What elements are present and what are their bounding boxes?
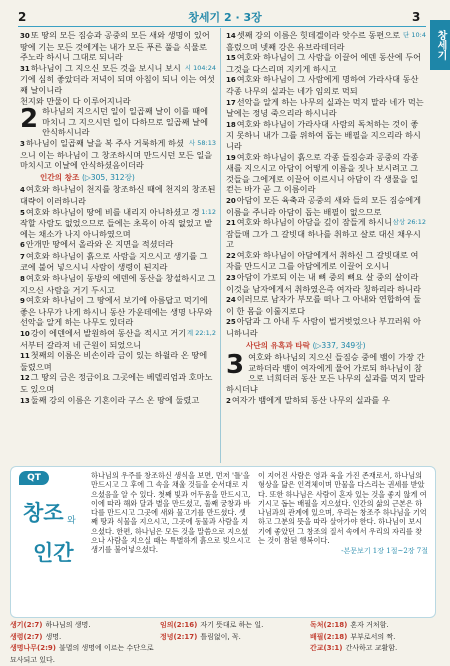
right-page-number: 3: [412, 10, 421, 24]
qt-body-right-text: 이 지어진 사람은 영과 육을 가진 존재로서, 하나님의 형상을 닮은 인격체이며 만물을 다스리는 권세를 받았다. 또한 하나님은 사람이 혼자 있는 것을 좋지 않게 여기시고 돕는 배필을 지으셨다. 인간의 삶의 근본은 하나님과의 관계에 있으며, 우리는 창조주 하나님을 기억하고 그분의 뜻을 따라 살아가야 한다. 하나님이 보시기에 좋았던 그 창조의 질서 속에서 우리의 자리를 찾는 것이 참된 행복이다.: [258, 471, 427, 546]
book-index-tab[interactable]: 창세기: [430, 20, 450, 70]
verse: [226, 294, 426, 316]
glossary-entry: [310, 643, 434, 655]
qt-title-human: 인간: [33, 541, 74, 565]
verse: [226, 74, 426, 96]
verse: [20, 273, 216, 295]
glossary: [10, 620, 434, 664]
verse-text: 하나님의 지으시던 일이 일곱째 날이 이를 때에 마치니 그 지으시던 일이 다하므로 일곱째 날에 안식하시니라: [42, 106, 208, 138]
glossary-entry: [10, 620, 160, 632]
verse: [226, 152, 426, 195]
verse-number: 6: [20, 241, 25, 250]
verse-number: 18: [226, 120, 236, 129]
verse-number: 7: [20, 252, 25, 261]
verse-number: 11: [20, 352, 30, 361]
verse: [226, 52, 426, 74]
verse-text: 여호와 하나님의 지으신 들짐승 중에 뱀이 가장 간교하더라 뱀이 여자에게 물어 가로되 하나님이 참으로 너희더러 동산 모든 나무의 실과를 먹지 말라 하시더냐: [226, 352, 425, 394]
verse-text: 하나님이 일곱째 날을 복 주사 거룩하게 하셨으니 이는 하나님이 그 창조하시며 만드시던 모든 일을 마치시고 이날에 안식하셨음이더라: [20, 137, 213, 171]
verse-number: 14: [226, 32, 236, 40]
section-heading: [40, 173, 216, 184]
verse-number: 21: [226, 219, 236, 228]
verse-text: 첫째의 이름은 비손이라 금이 있는 하윌라 온 땅에 둘렸으며: [20, 350, 208, 372]
verse-text: 천지와 만물이 다 이루어지니라: [20, 95, 131, 106]
left-text-column: [20, 30, 216, 406]
verse-text: 아담이 모든 육축과 공중의 새와 들의 모든 짐승에게 이름을 주니라 아담이 돕는 배필이 없으므로: [226, 194, 422, 217]
verse-text: 하나님이 그 지으신 모든 것을 보시니 보시기에 심히 좋았더라 저녁이 되며 아침이 되니 이는 여섯째 날이니라: [20, 62, 215, 95]
verse: [226, 272, 426, 294]
verse: [226, 395, 426, 407]
verse: [226, 97, 426, 119]
verse: [226, 250, 426, 272]
chapter-number: 2: [20, 104, 39, 135]
qt-reference: -본문보기 1장 1절~2장 7절: [341, 547, 428, 556]
glossary-definition: 자기 뜻대로 하는 일.: [200, 621, 264, 629]
glossary-term: 간교(3:1): [310, 644, 343, 652]
chapter-heading: 창세기 2 · 3장: [188, 11, 262, 24]
header-rule: [18, 26, 426, 27]
verse-text: 그 땅의 금은 정금이요 그곳에는 베델리엄과 호마노도 있으며: [20, 372, 213, 394]
glossary-definition: 부부로서의 짝.: [350, 632, 396, 641]
glossary-entry: [310, 632, 434, 644]
verse: [20, 239, 216, 251]
glossary-term: 생명나무(2:9): [10, 644, 56, 652]
glossary-definition: 간사하고 교활함.: [345, 644, 398, 652]
hymn-reference: (▷305, 312장): [81, 172, 135, 182]
verse-text: 아담과 그 아내 두 사람이 벌거벗었으나 부끄러워 아니하니라: [226, 316, 422, 339]
verse-text: 셋째 강의 이름은 힛데겔이라 앗수르 동편으로 흘렀으며 넷째 강은 유브라데더라: [226, 30, 401, 52]
verse-text: 이러므로 남자가 부모를 떠나 그 아내와 연합하여 둘이 한 몸을 이룰지로다: [226, 294, 422, 316]
glossary-term: 생령(2:7): [10, 632, 43, 641]
verse: [226, 119, 426, 152]
verse-number: 10: [20, 330, 30, 339]
glossary-entry: [10, 643, 160, 666]
right-text-column: [226, 30, 426, 406]
cross-reference: 삼상 26:12: [392, 218, 426, 227]
verse: [20, 295, 216, 328]
verse: [20, 30, 216, 63]
chapter-number: 3: [226, 350, 245, 381]
verse-number: 15: [226, 54, 236, 63]
verse-text: 여호와 하나님이 땅에 비를 내리지 아니하셨고 경작할 사람도 없었으므로 들에는 초목이 아직 없었고 밭에는 채소가 나지 아니하였으며: [20, 206, 213, 239]
verse-number: 5: [20, 208, 25, 217]
verse-text: 여호와 하나님이 그 땅에서 보기에 아름답고 먹기에 좋은 나무가 나게 하시니 동산 가운데에는 생명 나무와 선악을 알게 하는 나무도 있더라: [20, 295, 213, 328]
cross-reference: 사 58:13: [188, 138, 216, 147]
verse: [226, 30, 426, 52]
verse-text: 여호와 하나님이 흙으로 각종 들짐승과 공중의 각종 새를 지으시고 아담이 어떻게 이름을 짓나 보시려고 그것들을 그에게로 이끌어 이르시니 아담이 각 생물을 일컫는 바가 곧 그 이름이라: [226, 151, 419, 195]
verse-number: 8: [20, 275, 25, 284]
glossary-term: 생기(2:7): [10, 621, 43, 629]
verse-text: 둘째 강의 이름은 기혼이라 구스 온 땅에 둘렸고: [30, 394, 200, 405]
verse-number: 12: [20, 374, 30, 383]
verse-number: 20: [226, 196, 236, 205]
verse: [20, 372, 216, 394]
qt-box: [10, 466, 436, 618]
section-heading: [246, 341, 426, 352]
verse: [20, 251, 216, 273]
verse-text: 여호와 하나님이 아담에게서 취하신 그 갈빗대로 여자를 만드시고 그를 아담에게로 이끌어 오시니: [226, 249, 419, 272]
verse: [20, 395, 216, 407]
glossary-term: 독처(2:18): [310, 621, 348, 629]
glossary-col-1: [10, 620, 160, 666]
verse-number: 30: [20, 32, 30, 40]
verse-number: 16: [226, 76, 236, 85]
verse: [226, 217, 426, 250]
verse-text: 여호와 하나님이 그 사람에게 명하여 가라사대 동산 각종 나무의 실과는 네가 임의로 먹되: [226, 74, 419, 96]
verse-text: 선악을 알게 하는 나무의 실과는 먹지 말라 네가 먹는 날에는 정녕 죽으리라 하시니라: [226, 96, 424, 119]
verse-number: 24: [226, 296, 236, 305]
column-divider: [220, 28, 221, 463]
glossary-entry: [310, 620, 434, 632]
verse: [20, 63, 216, 96]
verse: [226, 352, 426, 394]
verse-number: 2: [226, 396, 231, 405]
verse: [226, 195, 426, 217]
verse-text: 안개만 땅에서 올라와 온 지면을 적셨더라: [25, 239, 174, 250]
cross-reference: 계 22:1,2: [186, 329, 216, 338]
verse-number: 17: [226, 98, 236, 107]
glossary-term: 정녕(2:17): [160, 632, 198, 641]
verse: [20, 96, 216, 107]
glossary-definition: 생명.: [45, 632, 62, 641]
qt-body-right: [258, 471, 428, 557]
glossary-definition: 틀림없이, 꼭.: [200, 632, 241, 641]
verse: [226, 316, 426, 338]
cross-reference: 시 104:24: [184, 63, 216, 72]
glossary-term: 배필(2:18): [310, 632, 348, 641]
glossary-entry: [160, 632, 310, 644]
glossary-col-3: [310, 620, 434, 655]
verse: [20, 138, 216, 171]
hymn-reference: (▷337, 349장): [312, 340, 366, 350]
left-page-number: 2: [18, 10, 27, 24]
glossary-definition: 하나님의 생명.: [45, 621, 91, 629]
qt-title-connector: 와: [67, 516, 76, 526]
verse-number: 3: [20, 139, 25, 148]
verse-number: 13: [20, 396, 30, 405]
cross-reference: 1:12: [201, 207, 216, 216]
qt-body-left: 하나님의 우주를 창조하신 생식을 보면, 먼저 '틀'을 만드시고 그 후에 그 속을 채울 것들을 순서대로 지으셨음을 알 수 있다. 첫째 빛과 어두움을 만드시고, 이에 따라 해와 달과 별을 만드셨고, 둘째 궁창과 바다를 만드시고 그곳에 새와 물고기를 만드셨다. 셋째 땅과 식물을 지으시고, 그곳에 동물과 사람을 지으셨다. 한편, 하나님은 모든 것을 말씀으로 지으셨으나 사람을 지으실 때는 특별하게 흙으로 빚으시고 생기를 불어넣으셨다.: [91, 471, 251, 555]
verse: [20, 328, 216, 350]
glossary-term: 임의(2:16): [160, 621, 198, 629]
verse-number: 4: [20, 186, 25, 195]
section-heading-title: 사단의 유혹과 타락: [246, 340, 313, 350]
glossary-col-2: [160, 620, 310, 643]
verse-text: 여호와 하나님이 가라사대 사람의 독처하는 것이 좋지 못하니 내가 그를 위하여 돕는 배필을 지으리라 하시니라: [226, 118, 421, 151]
verse-text: 강이 에덴에서 발원하여 동산을 적시고 거기서부터 갈라져 네 근원이 되었으니: [20, 328, 187, 350]
verse-text: 또 땅의 모든 짐승과 공중의 모든 새와 생명이 있어 땅에 기는 모든 것에게는 내가 모든 푸른 풀을 식물로 주노라 하시니 그대로 되니라: [20, 30, 210, 63]
qt-badge: QT: [19, 471, 49, 485]
glossary-definition: 혼자 거처함.: [350, 621, 389, 629]
verse-number: 19: [226, 153, 236, 162]
qt-title-creation: 창조: [23, 501, 64, 525]
verse-text: 여호와 하나님이 흙으로 사람을 지으시고 생기를 그 코에 불어 넣으시니 사람이 생령이 된지라: [20, 250, 208, 273]
verse-text: 여호와 하나님이 아담을 깊이 잠들게 하시니 잠들매 그가 그 갈빗대 하나를 취하고 살로 대신 채우시고: [226, 217, 421, 250]
section-heading-title: 인간의 창조: [40, 172, 82, 182]
verse-text: 여호와 하나님이 그 사람을 이끌어 에덴 동산에 두어 그것을 다스리며 지키게 하시고: [226, 52, 422, 74]
verse-number: 25: [226, 318, 236, 327]
verse-text: 여호와 하나님이 동방의 에덴에 동산을 창설하시고 그 지으신 사람을 거기 두시고: [20, 273, 216, 295]
verse: [20, 184, 216, 206]
verse-text: 아담이 가로되 이는 내 뼈 중의 뼈요 살 중의 살이라 이것을 남자에게서 취하였은즉 여자라 칭하리라 하니라: [226, 272, 421, 294]
verse-number: 22: [226, 251, 236, 260]
verse-text: 여자가 뱀에게 말하되 동산 나무의 실과를 우: [231, 394, 390, 405]
verse: [20, 350, 216, 372]
glossary-definition: 불멸의 생명에 이르는 수단으로 묘사되고 있다.: [10, 644, 154, 664]
glossary-entry: [10, 632, 160, 644]
cross-reference: 단 10:4: [403, 31, 426, 39]
glossary-entry: [160, 620, 310, 632]
verse-text: 여호와 하나님이 천지를 창조하신 때에 천지의 창조된 대략이 이러하니라: [20, 184, 216, 206]
verse: [20, 207, 216, 240]
verse-number: 31: [20, 64, 30, 73]
verse: [20, 106, 216, 138]
verse-number: 23: [226, 274, 236, 283]
page-header: [0, 0, 450, 30]
verse-number: 9: [20, 297, 25, 306]
